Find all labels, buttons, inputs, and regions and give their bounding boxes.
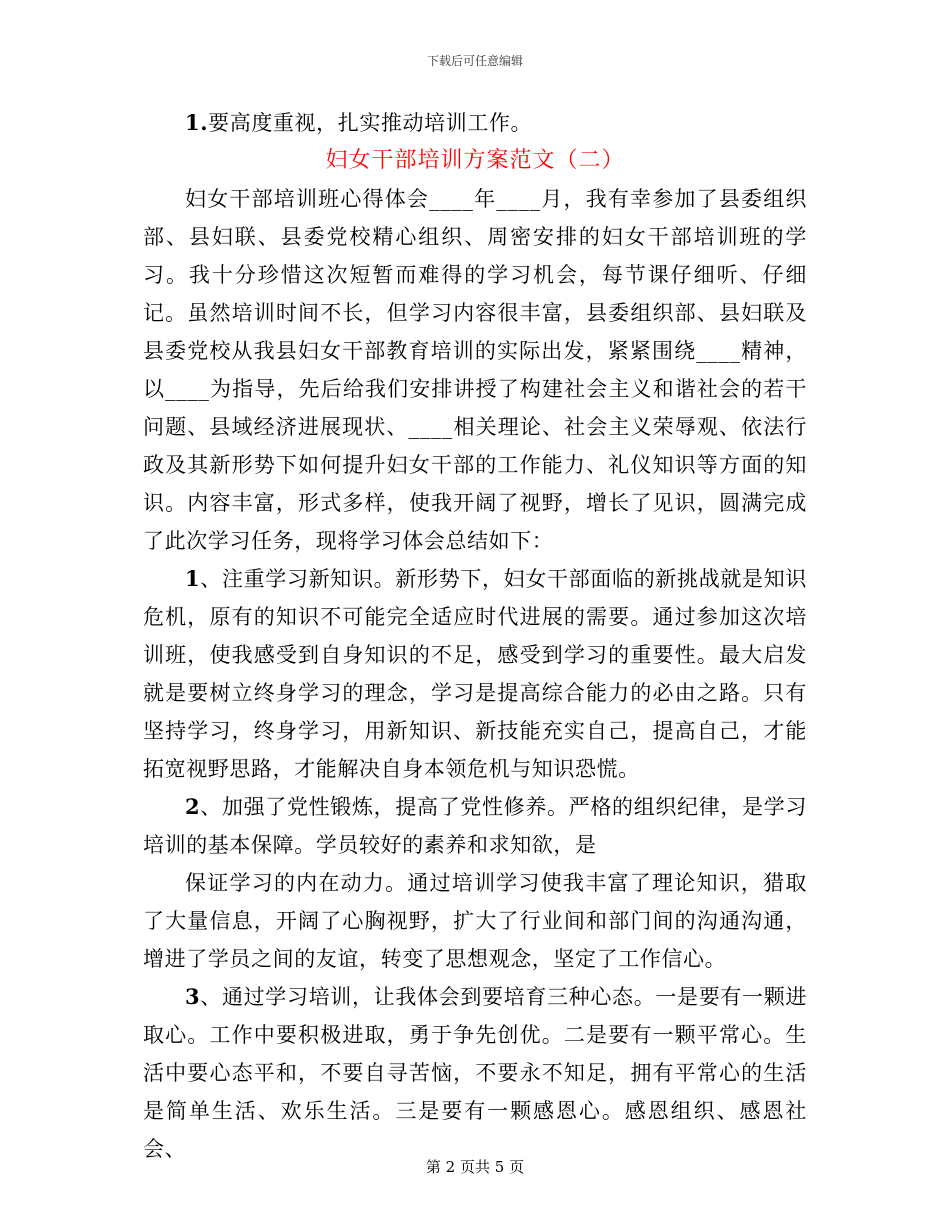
document-body: [143, 104, 807, 1168]
list-item-2-continued: 保证学习的内在动力。通过培训学习使我丰富了理论知识，猎取了大量信息，开阔了心胸视野，扩大了行业间和部门间的沟通沟通，增进了学员之间的友谊，转变了思想观念，坚定了工作信心。: [143, 871, 807, 971]
list-item-1-text: 、注重学习新知识。新形势下，妇女干部面临的新挑战就是知识危机，原有的知识不可能完全适应时代进展的需要。通过参加这次培训班，使我感受到自身知识的不足，感受到学习的重要性。最大启发就是要树立终身学习的理念，学习是提高综合能力的必由之路。只有坚持学习，终身学习，用新知识、新技能充实自己，提高自己，才能拓宽视野思路，才能解决自身本领危机与知识恐慌。: [143, 567, 807, 781]
page-footer: 第 2 页共 5 页: [425, 1158, 525, 1176]
paragraph-intro: 妇女干部培训班心得体会____年____月，我有幸参加了县委组织部、县妇联、县委党校精心组织、周密安排的妇女干部培训班的学习。我十分珍惜这次短暂而难得的学习机会，每节课仔细听、仔细记。虽然培训时间不长，但学习内容很丰富，县委组织部、县妇联及县委党校从我县妇女干部教育培训的实际出发，紧紧围绕____精神，以____为指导，先后给我们安排讲授了构建社会主义和谐社会的若干问题、县域经济进展现状、____相关理论、社会主义荣辱观、依法行政及其新形势下如何提升妇女干部的工作能力、礼仪知识等方面的知识。内容丰富，形式多样，使我开阔了视野，增长了见识，圆满完成了此次学习任务，现将学习体会总结如下：: [143, 187, 807, 553]
intro-item-text: 要高度重视，扎实推动培训工作。: [208, 111, 533, 135]
intro-item-number: 1.: [185, 110, 209, 135]
list-item-2-text: 、加强了党性锻炼，提高了党性修养。严格的组织纪律，是学习培训的基本保障。学员较好的素养和求知欲，是: [143, 795, 807, 857]
page-header: 下载后可任意编辑: [426, 54, 523, 68]
list-item-3-number: 3: [185, 984, 201, 1009]
list-item-1-number: 1: [185, 566, 201, 591]
list-item-3-text: 、通过学习培训，让我体会到要培育三种心态。一是要有一颗进取心。工作中要积极进取，勇于争先创优。二是要有一颗平常心。生活中要心态平和，不要自寻苦恼，不要永不知足，拥有平常心的生活是简单生活、欢乐生活。三是要有一颗感恩心。感恩组织、感恩社会、: [143, 985, 807, 1161]
list-item-1: [143, 560, 807, 788]
intro-item: [143, 104, 807, 142]
list-item-3: [143, 978, 807, 1168]
list-item-2: [143, 788, 807, 864]
document-title: 妇女干部培训方案范文（二）: [325, 148, 625, 173]
list-item-2-number: 2: [185, 794, 201, 819]
